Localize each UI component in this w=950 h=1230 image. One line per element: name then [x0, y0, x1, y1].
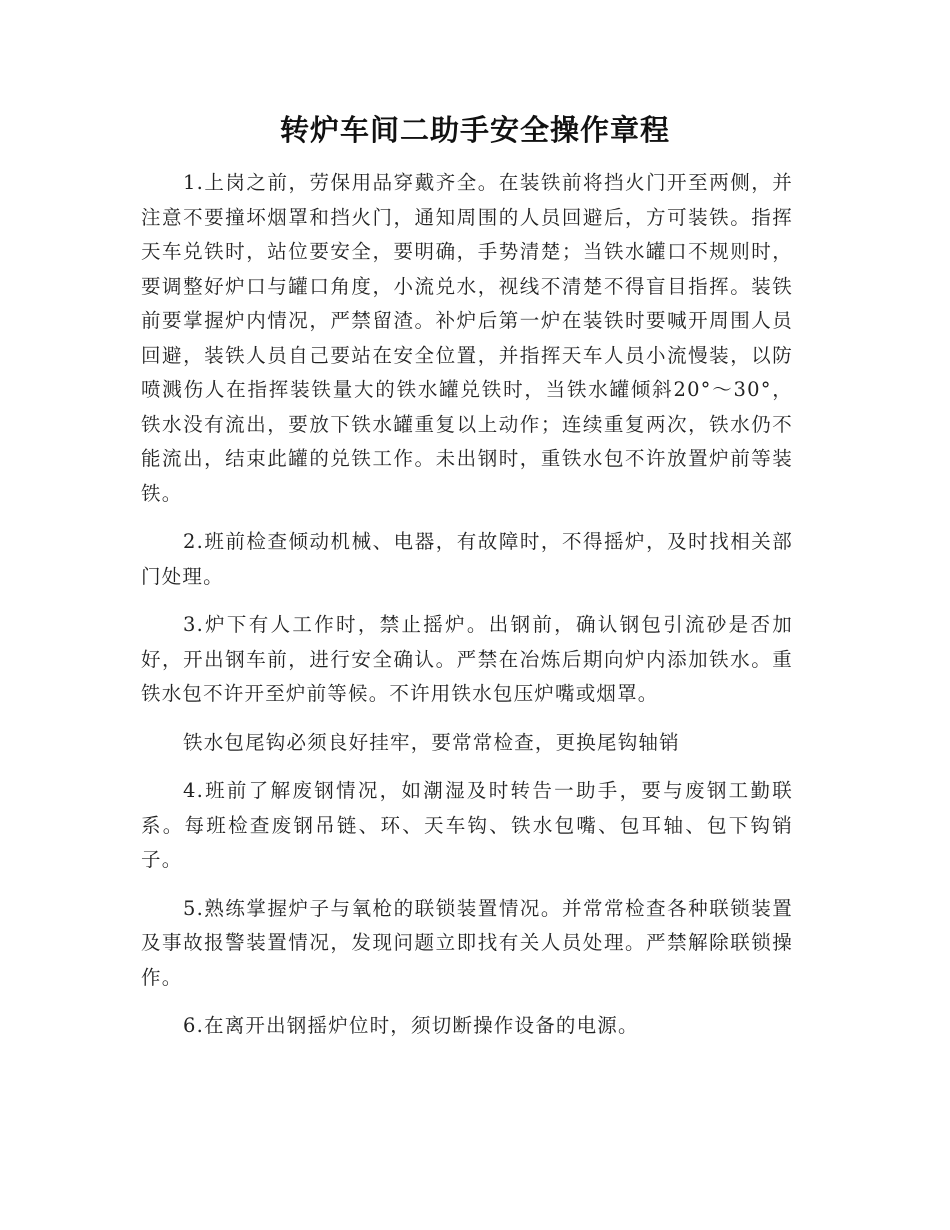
- paragraph-2: 2.班前检查倾动机械、电器，有故障时，不得摇炉，及时找相关部门处理。: [141, 530, 793, 588]
- paragraph-6: 6.在离开出钢摇炉位时，须切断操作设备的电源。: [183, 1014, 639, 1037]
- document-body: [141, 166, 793, 1058]
- paragraph-note: 铁水包尾钩必须良好挂牢，要常常检查，更换尾钩轴销: [183, 730, 680, 754]
- paragraph-3: 3.炉下有人工作时，禁止摇炉。出钢前，确认钢包引流砂是否加好，开出钢车前，进行安全确认。严禁在冶炼后期向炉内添加铁水。重铁水包不许开至炉前等候。不许用铁水包压炉嘴或烟罩。: [141, 613, 793, 705]
- paragraph-5: 5.熟练掌握炉子与氧枪的联锁装置情况。并常常检查各种联锁装置及事故报警装置情况，发现问题立即找有关人员处理。严禁解除联锁操作。: [141, 896, 793, 989]
- paragraph-1: 1.上岗之前，劳保用品穿戴齐全。在装铁前将挡火门开至两侧，并注意不要撞坏烟罩和挡火门，通知周围的人员回避后，方可装铁。指挥天车兑铁时，站位要安全，要明确，手势清楚；当铁水罐口不规则时，要调整好炉口与罐口角度，小流兑水，视线不清楚不得盲目指挥。装铁前要掌握炉内情况，严禁留渣。补炉后第一炉在装铁时要喊开周围人员回避，装铁人员自己要站在安全位置，并指挥天车人员小流慢装，以防喷溅伤人在指挥装铁量大的铁水罐兑铁时，当铁水罐倾斜20°～30°，铁水没有流出，要放下铁水罐重复以上动作；连续重复两次，铁水仍不能流出，结束此罐的兑铁工作。未出钢时，重铁水包不许放置炉前等装铁。: [141, 171, 793, 505]
- document-title: 转炉车间二助手安全操作章程: [279, 113, 670, 147]
- paragraph-4: 4.班前了解废钢情况，如潮湿及时转告一助手，要与废钢工勤联系。每班检查废钢吊链、环、天车钩、铁水包嘴、包耳轴、包下钩销子。: [141, 779, 793, 871]
